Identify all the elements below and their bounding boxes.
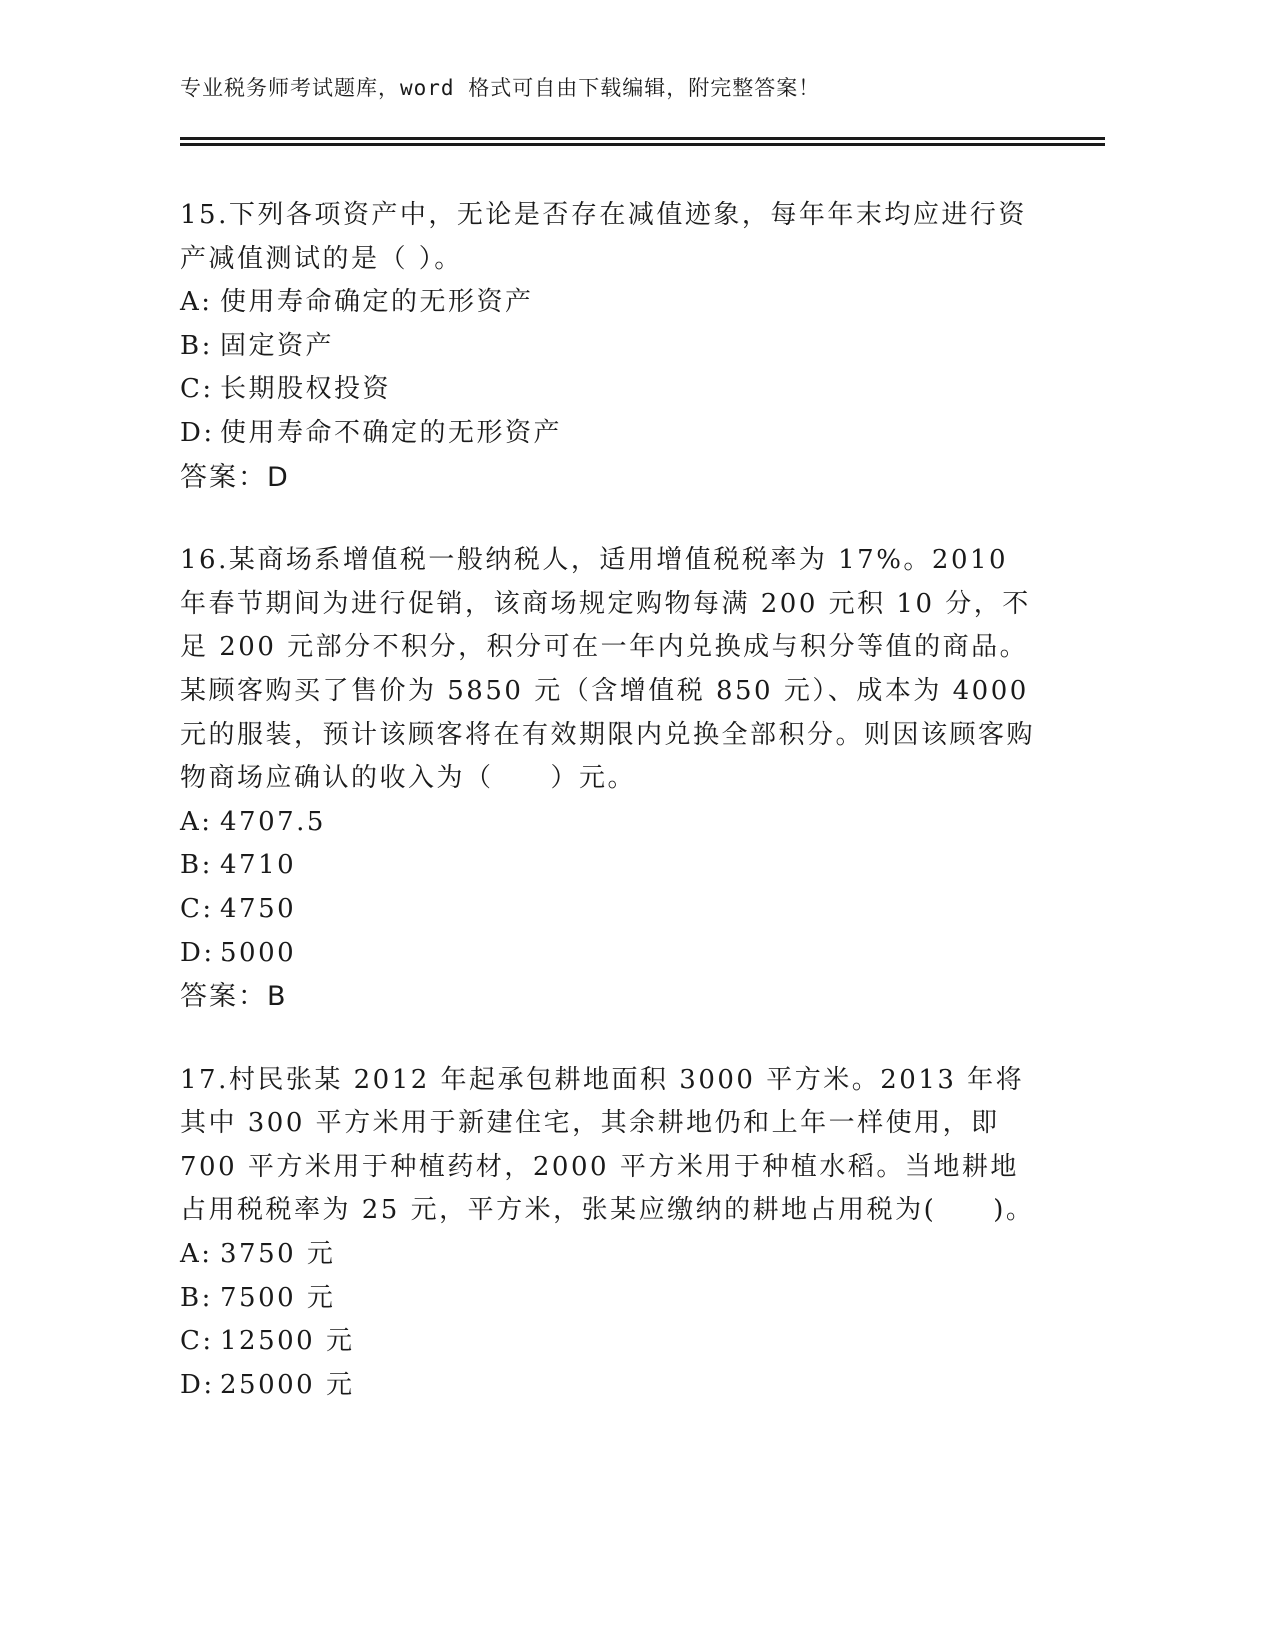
answer-line: 答案：D	[180, 461, 290, 493]
option-c	[180, 888, 1040, 932]
question-stem: 15.下列各项资产中，无论是否存在减值迹象，每年年末均应进行资产减值测试的是（ ）。	[180, 200, 1027, 274]
option-key: B:	[180, 330, 213, 361]
question-stem: 16.某商场系增值税一般纳税人，适用增值税税率为 17%。2010 年春节期间为进行促销，该商场规定购物每满 200 元积 10 分，不足 200 元部分不积分，积分可在一年内兑换成与积分等值的商品。某顾客购买了售价为 5850 元（含增值税 850 元）、成本为 4000 元的服装，预计该顾客将在有效期限内兑换全部积分。则因该顾客购物商场应确认的收入为（ ）元。	[180, 545, 1036, 794]
option-key: A:	[180, 806, 213, 837]
option-text: 5000	[220, 937, 297, 968]
option-key: C:	[180, 374, 214, 405]
option-text: 12500 元	[220, 1326, 355, 1357]
option-key: C:	[180, 893, 214, 924]
option-d	[180, 932, 1040, 976]
option-text: 25000 元	[220, 1369, 355, 1400]
option-a	[180, 1233, 1040, 1277]
option-key: D:	[180, 1369, 215, 1400]
option-text: 使用寿命确定的无形资产	[220, 287, 534, 318]
option-key: B:	[180, 850, 213, 881]
question-list	[180, 194, 1040, 1447]
option-key: B:	[180, 1282, 213, 1313]
option-c	[180, 368, 1040, 412]
question-stem: 17.村民张某 2012 年起承包耕地面积 3000 平方米。2013 年将其中 300 平方米用于新建住宅，其余耕地仍和上年一样使用，即 700 平方米用于种植药材，2000 平方米用于种植水稻。当地耕地占用税税率为 25 元，平方米，张某应缴纳的耕地占用税为( )。	[180, 1064, 1035, 1226]
option-d	[180, 1364, 1040, 1408]
option-text: 7500 元	[220, 1282, 336, 1313]
option-key: D:	[180, 417, 215, 448]
answer-line: 答案：B	[180, 981, 288, 1013]
option-key: A:	[180, 287, 213, 318]
option-text: 长期股权投资	[220, 374, 392, 405]
option-text: 4707.5	[220, 806, 326, 837]
option-a	[180, 801, 1040, 845]
option-key: A:	[180, 1239, 213, 1270]
question-17	[180, 1059, 1040, 1408]
question-16	[180, 539, 1040, 1019]
option-b	[180, 844, 1040, 888]
question-15	[180, 194, 1040, 499]
option-b	[180, 325, 1040, 369]
option-text: 3750 元	[220, 1239, 336, 1270]
option-text: 使用寿命不确定的无形资产	[220, 417, 563, 448]
option-key: C:	[180, 1326, 214, 1357]
option-a	[180, 281, 1040, 325]
option-key: D:	[180, 937, 215, 968]
option-d	[180, 412, 1040, 456]
page-header: 专业税务师考试题库，word 格式可自由下载编辑，附完整答案！	[180, 76, 821, 100]
option-text: 固定资产	[220, 330, 335, 361]
option-text: 4710	[220, 850, 297, 881]
header-divider	[180, 137, 1105, 146]
option-text: 4750	[220, 893, 297, 924]
option-b	[180, 1277, 1040, 1321]
option-c	[180, 1320, 1040, 1364]
